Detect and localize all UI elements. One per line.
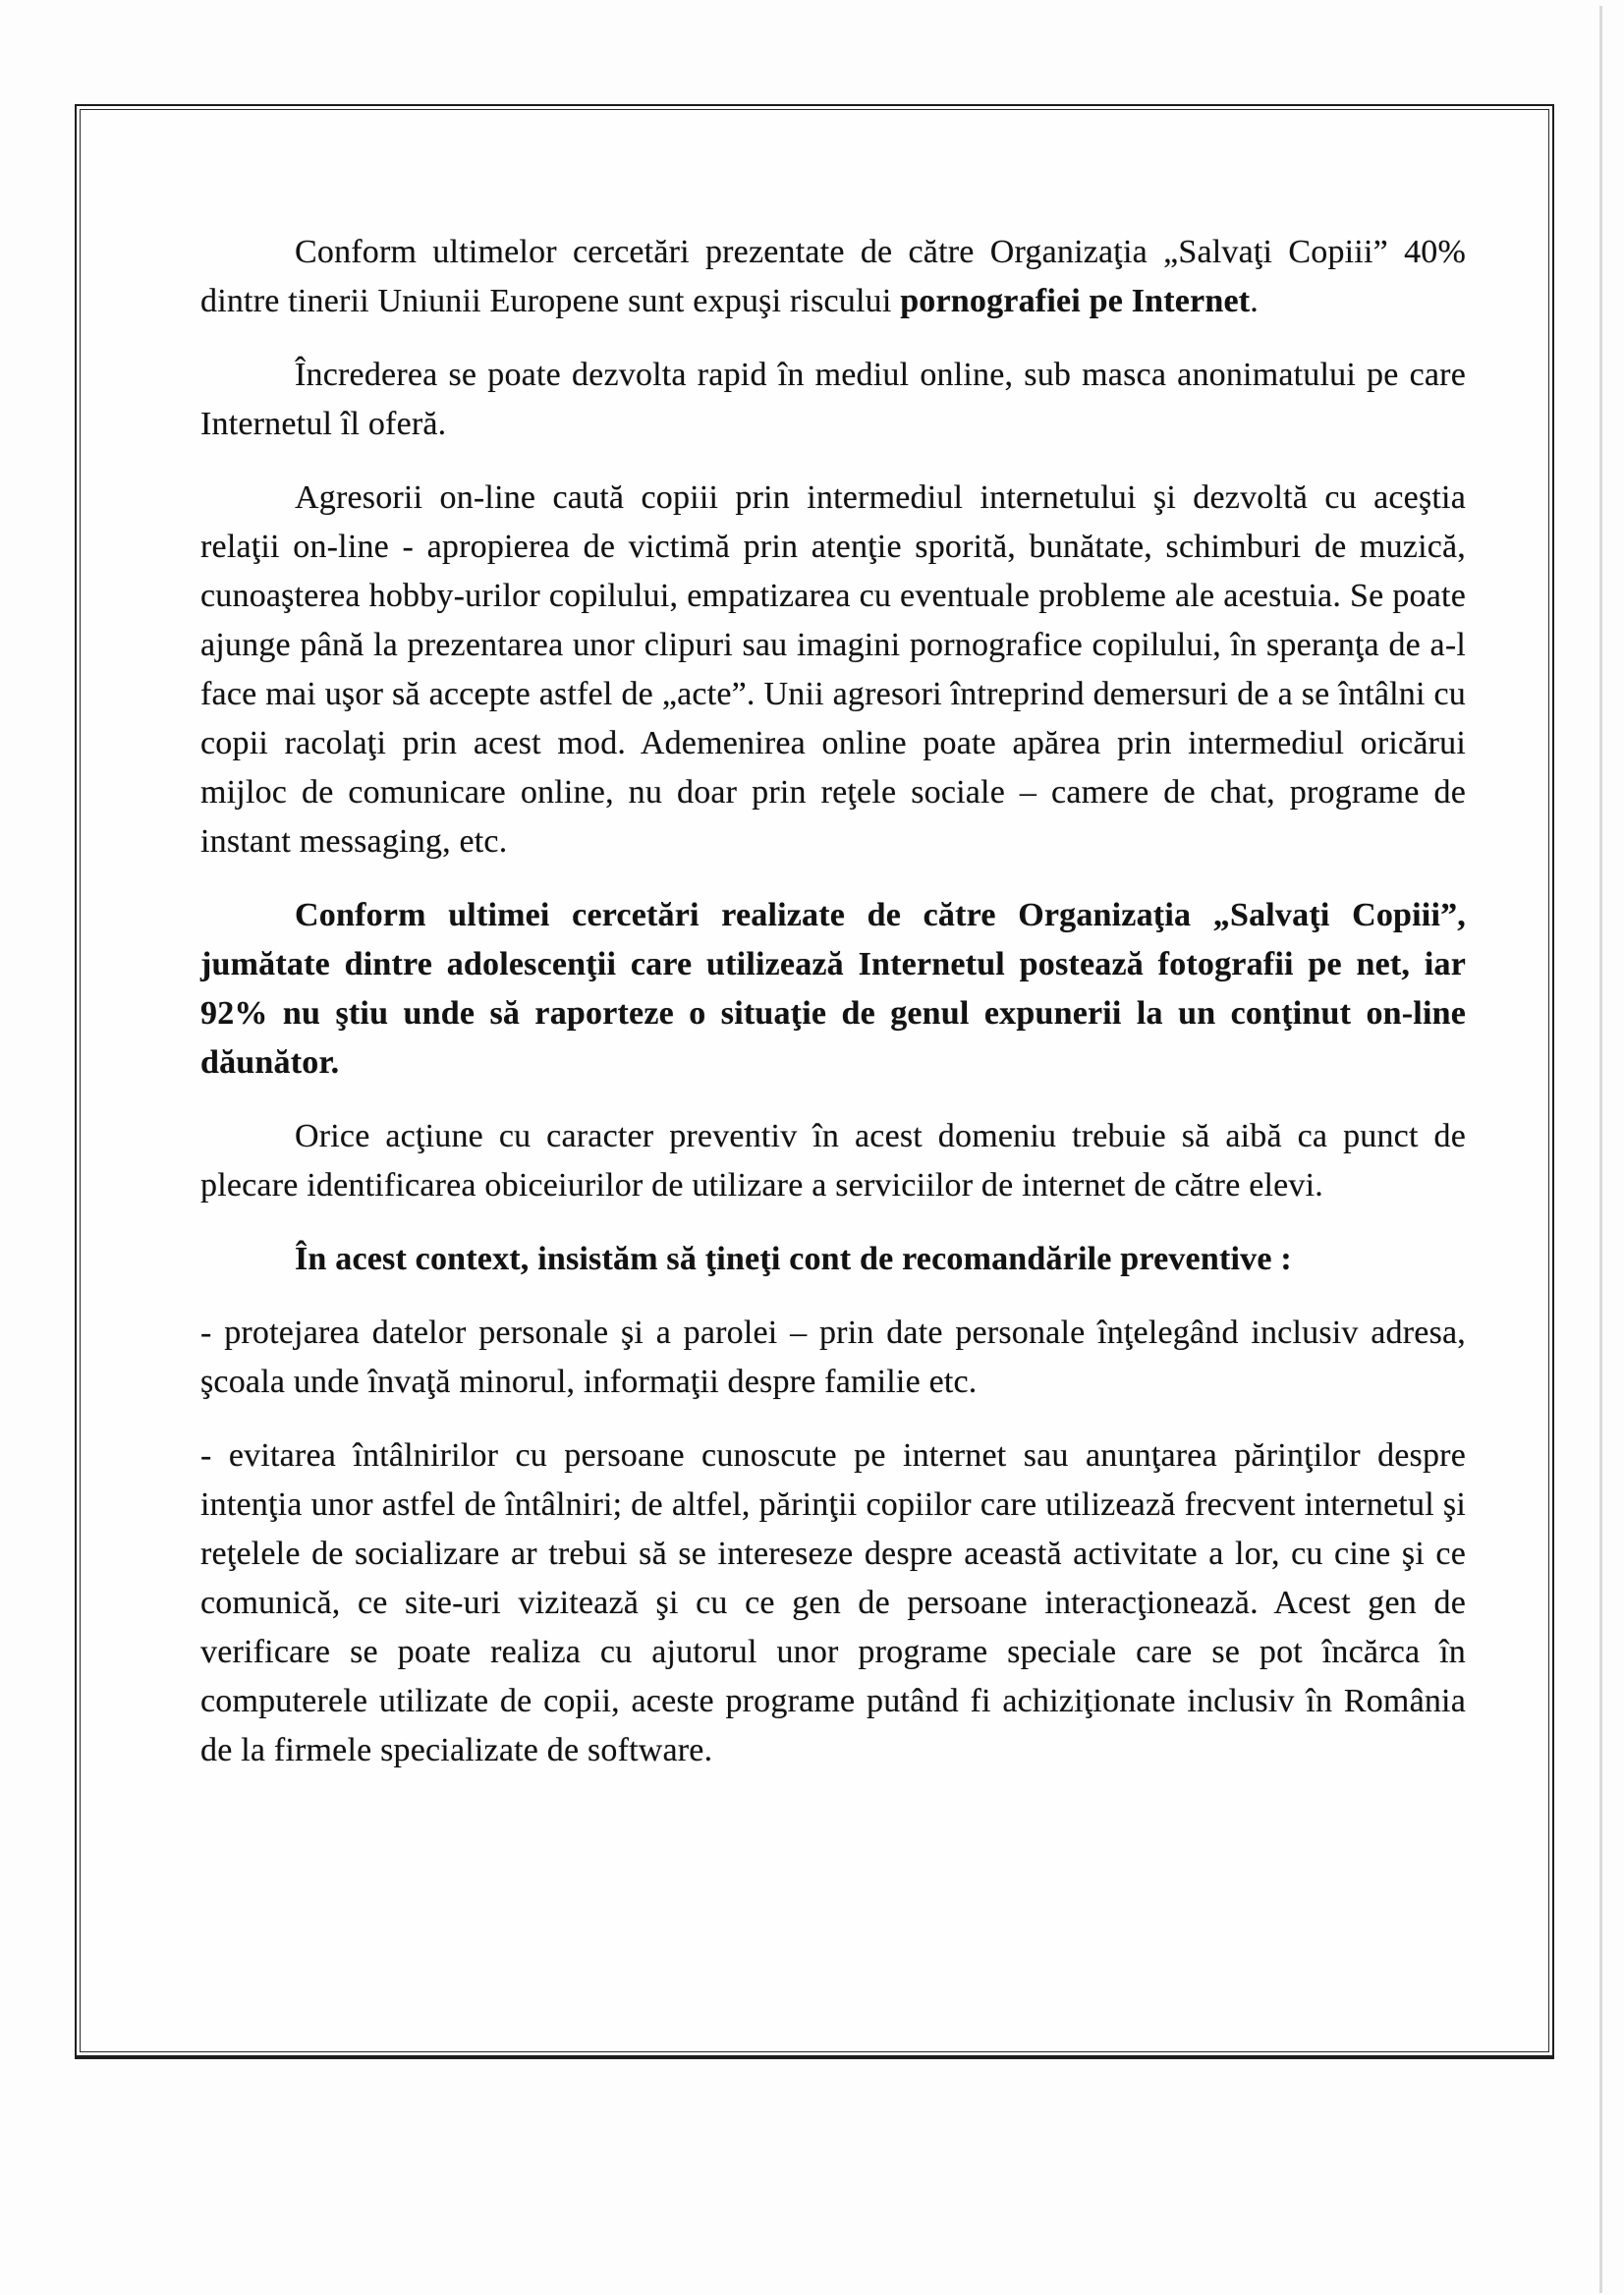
bullet-evitarea-intalnirilor: - evitarea întâlnirilor cu persoane cunoscute pe internet sau anunţarea părinţilor despre intenţia unor astfel de întâlniri; de altfel, părinţii copiilor care utilizează frecvent internetul şi reţelele de socializare ar trebui să se intereseze despre această activitate a lor, cu cine şi ce comunică, ce site-uri vizitează şi cu ce gen de persoane interacţionează. Acest gen de verificare se poate realiza cu ajutorul unor programe speciale care se pot încărca în computerele utilizate de copii, aceste programe putând fi achiziţionate inclusiv în România de la firmele specializate de software. <box>200 1437 1466 1768</box>
paragraph-agresorii-online: Agresorii on-line caută copiii prin intermediul internetului şi dezvoltă cu aceştia relaţii on-line - apropierea de victimă prin atenţie sporită, bunătate, schimburi de muzică, cunoaşterea hobby-urilor copilului, empatizarea cu eventuale probleme ale acestuia. Se poate ajunge până la prezentarea unor clipuri sau imagini pornografice copilului, în speranţa de a-l face mai uşor să accepte astfel de „acte”. Unii agresori întreprind demersuri de a se întâlni cu copii racolaţi prin acest mod. Ademenirea online poate apărea prin intermediul oricărui mijloc de comunicare online, nu doar prin reţele sociale – camere de chat, programe de instant messaging, etc. <box>200 479 1466 860</box>
paragraph-research-40-percent <box>200 228 1466 326</box>
paragraph-actiune-preventiva: Orice acţiune cu caracter preventiv în acest domeniu trebuie să aibă ca punct de plecare identificarea obiceiurilor de utilizare a serviciilor de internet de către elevi. <box>200 1118 1466 1203</box>
paragraph-text-run: Conform ultimelor cercetări prezentate de către Organizaţia „Salvaţi Copiii” 40% dintre tinerii Uniunii Europene sunt expuşi riscului <box>200 234 1466 319</box>
heading-recomandari-preventive: În acest context, insistăm să ţineţi cont de recomandările preventive : <box>295 1241 1292 1277</box>
paragraph-bold-research-92-percent: Conform ultimei cercetări realizate de către Organizaţia „Salvaţi Copiii”, jumătate dintre adolescenţii care utilizează Internetul postează fotografii pe net, iar 92% nu ştiu unde să raporteze o situaţie de genul expunerii la un conţinut on-line dăunător. <box>200 897 1466 1081</box>
document-content <box>77 106 1552 2055</box>
paragraph-text-run: . <box>1250 283 1259 319</box>
bold-phrase-pornografiei-pe-internet: pornografiei pe Internet <box>900 283 1251 319</box>
bullet-protejarea-datelor: - protejarea datelor personale şi a parolei – prin date personale înţelegând inclusiv adresa, şcoala unde învaţă minorul, informaţii despre familie etc. <box>200 1315 1466 1400</box>
page-border-frame <box>75 104 1554 2059</box>
paragraph-increderea: Încrederea se poate dezvolta rapid în mediul online, sub masca anonimatului pe care Internetul îl oferă. <box>200 357 1466 442</box>
scanner-edge-line <box>1599 6 1602 2293</box>
